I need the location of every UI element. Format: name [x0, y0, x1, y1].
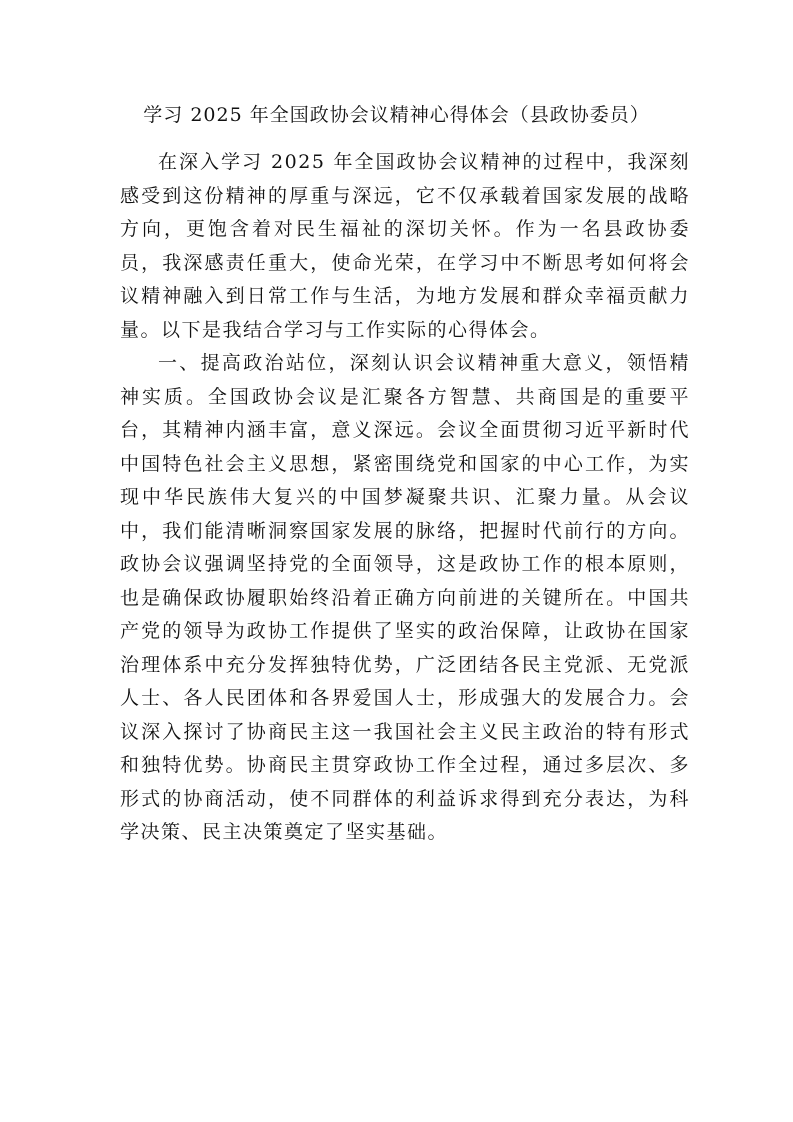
- document-body: [120, 146, 690, 850]
- document-title: 学习 2025 年全国政协会议精神心得体会（县政协委员）: [143, 104, 650, 126]
- paragraph-section-one: 一、提高政治站位，深刻认识会议精神重大意义，领悟精神实质。全国政协会议是汇聚各方智慧、共商国是的重要平台，其精神内涵丰富，意义深远。会议全面贯彻习近平新时代中国特色社会主义思想，紧密围绕党和国家的中心工作，为实现中华民族伟大复兴的中国梦凝聚共识、汇聚力量。从会议中，我们能清晰洞察国家发展的脉络，把握时代前行的方向。政协会议强调坚持党的全面领导，这是政协工作的根本原则，也是确保政协履职始终沿着正确方向前进的关键所在。中国共产党的领导为政协工作提供了坚实的政治保障，让政协在国家治理体系中充分发挥独特优势，广泛团结各民主党派、无党派人士、各人民团体和各界爱国人士，形成强大的发展合力。会议深入探讨了协商民主这一我国社会主义民主政治的特有形式和独特优势。协商民主贯穿政协工作全过程，通过多层次、多形式的协商活动，使不同群体的利益诉求得到充分表达，为科学决策、民主决策奠定了坚实基础。: [120, 352, 690, 843]
- paragraph-intro: 在深入学习 2025 年全国政协会议精神的过程中，我深刻感受到这份精神的厚重与深远，它不仅承载着国家发展的战略方向，更饱含着对民生福祉的深切关怀。作为一名县政协委员，我深感责任重大，使命光荣，在学习中不断思考如何将会议精神融入到日常工作与生活，为地方发展和群众幸福贡献力量。以下是我结合学习与工作实际的心得体会。: [120, 151, 690, 341]
